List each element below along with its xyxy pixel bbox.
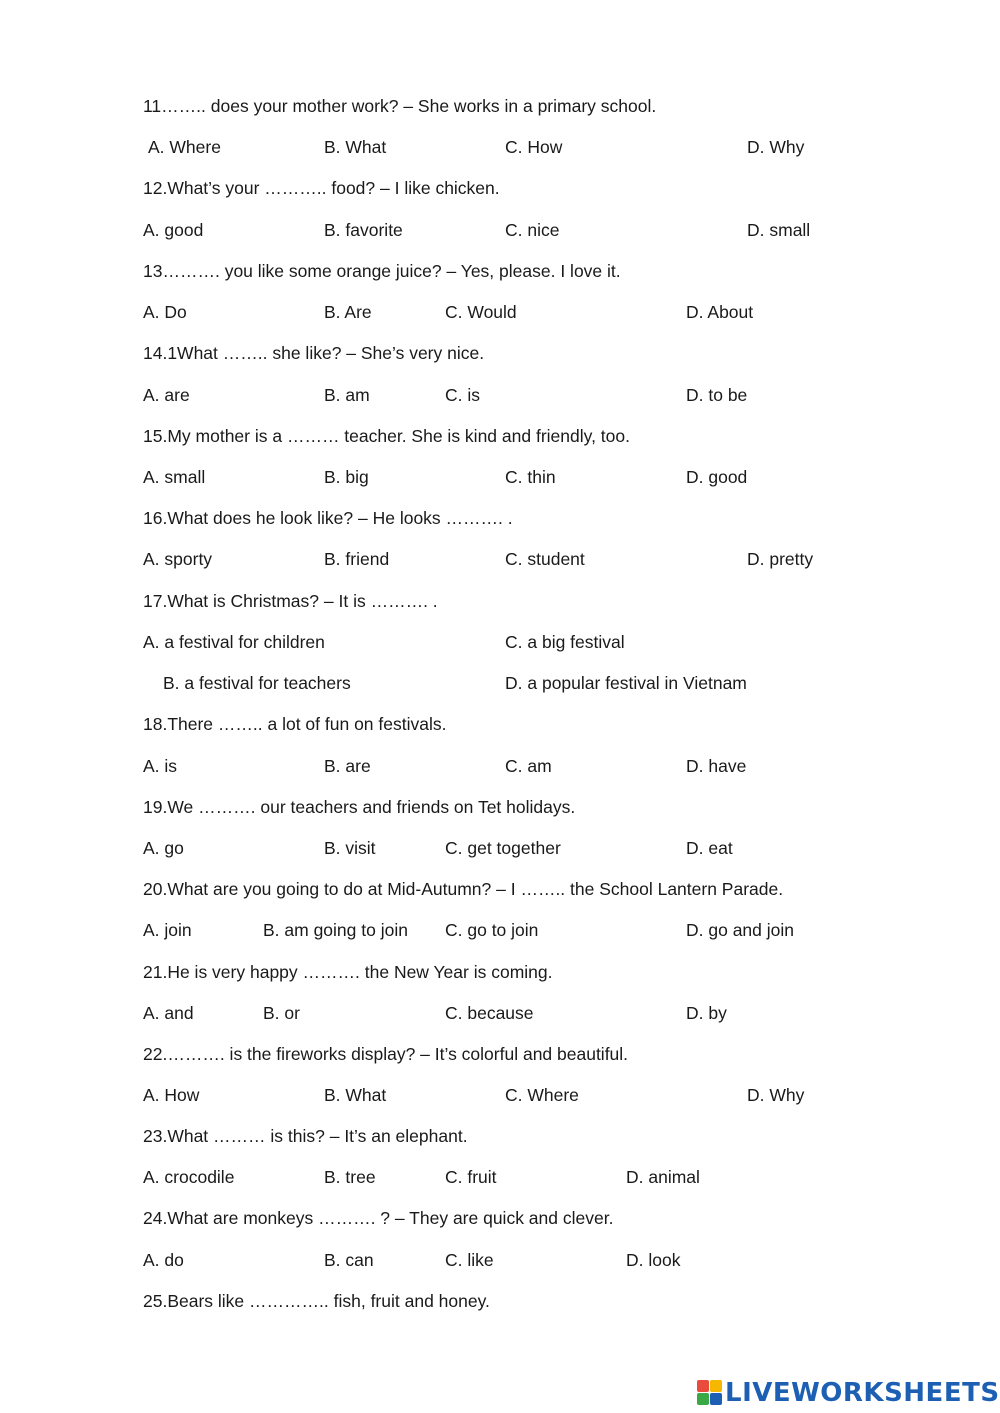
option-21-a: A. and [143, 1003, 194, 1023]
option-16-b: B. friend [324, 549, 390, 569]
option-15-b: B. big [324, 467, 369, 487]
liveworksheets-logo-icon [697, 1380, 723, 1406]
option-24-b: B. can [324, 1250, 374, 1270]
question-23: 23.What ……… is this? – It’s an elephant. [143, 1126, 468, 1146]
question-20: 20.What are you going to do at Mid-Autumn? – I …….. the School Lantern Parade. [143, 879, 784, 899]
question-17: 17.What is Christmas? – It is ………. . [143, 591, 438, 611]
option-22-c: C. Where [505, 1085, 579, 1105]
liveworksheets-logo-text: LIVEWORKSHEETS [725, 1378, 1000, 1408]
option-24-d: D. look [626, 1250, 681, 1270]
question-12: 12.What’s your ……….. food? – I like chicken. [143, 178, 500, 198]
option-15-c: C. thin [505, 467, 556, 487]
option-13-d: D. About [686, 302, 754, 322]
option-22-a: A. How [143, 1085, 200, 1105]
option-18-d: D. have [686, 756, 747, 776]
question-19: 19.We ………. our teachers and friends on Tet holidays. [143, 797, 576, 817]
question-15: 15.My mother is a ……… teacher. She is kind and friendly, too. [143, 426, 630, 446]
option-16-c: C. student [505, 549, 585, 569]
option-19-d: D. eat [686, 838, 733, 858]
option-13-a: A. Do [143, 302, 187, 322]
option-15-a: A. small [143, 467, 206, 487]
option-23-b: B. tree [324, 1167, 376, 1187]
question-21: 21.He is very happy ………. the New Year is coming. [143, 962, 553, 982]
option-17-d: D. a popular festival in Vietnam [505, 673, 747, 693]
option-12-d: D. small [747, 220, 811, 240]
option-14-b: B. am [324, 385, 370, 405]
option-24-a: A. do [143, 1250, 184, 1270]
option-11-b: B. What [324, 137, 387, 157]
question-11: 11…….. does your mother work? – She works in a primary school. [143, 96, 657, 116]
option-17-a: A. a festival for children [143, 632, 325, 652]
question-18: 18.There …….. a lot of fun on festivals. [143, 714, 447, 734]
question-25: 25.Bears like ………….. fish, fruit and honey. [143, 1291, 490, 1311]
option-19-a: A. go [143, 838, 184, 858]
option-17-c: C. a big festival [505, 632, 625, 652]
option-16-d: D. pretty [747, 549, 814, 569]
option-17-b: B. a festival for teachers [163, 673, 351, 693]
option-12-a: A. good [143, 220, 204, 240]
option-11-d: D. Why [747, 137, 805, 157]
option-14-d: D. to be [686, 385, 748, 405]
option-13-c: C. Would [445, 302, 517, 322]
question-22: 22.………. is the fireworks display? – It’s colorful and beautiful. [143, 1044, 629, 1064]
option-21-c: C. because [445, 1003, 534, 1023]
option-20-b: B. am going to join [263, 920, 408, 940]
option-21-b: B. or [263, 1003, 300, 1023]
option-11-a: A. Where [148, 137, 221, 157]
option-23-d: D. animal [626, 1167, 700, 1187]
option-15-d: D. good [686, 467, 748, 487]
option-13-b: B. Are [324, 302, 372, 322]
option-14-c: C. is [445, 385, 480, 405]
option-23-c: C. fruit [445, 1167, 497, 1187]
option-14-a: A. are [143, 385, 190, 405]
option-19-b: B. visit [324, 838, 376, 858]
question-13: 13………. you like some orange juice? – Yes, please. I love it. [143, 261, 621, 281]
option-19-c: C. get together [445, 838, 561, 858]
option-24-c: C. like [445, 1250, 494, 1270]
option-12-c: C. nice [505, 220, 560, 240]
question-16: 16.What does he look like? – He looks ………. . [143, 508, 513, 528]
option-23-a: A. crocodile [143, 1167, 235, 1187]
option-18-b: B. are [324, 756, 371, 776]
liveworksheets-logo [697, 1378, 1000, 1408]
option-20-c: C. go to join [445, 920, 539, 940]
option-21-d: D. by [686, 1003, 727, 1023]
option-16-a: A. sporty [143, 549, 213, 569]
option-20-d: D. go and join [686, 920, 794, 940]
option-22-d: D. Why [747, 1085, 805, 1105]
option-20-a: A. join [143, 920, 192, 940]
option-18-c: C. am [505, 756, 552, 776]
option-12-b: B. favorite [324, 220, 403, 240]
question-14: 14.1What …….. she like? – She’s very nice. [143, 343, 485, 363]
option-22-b: B. What [324, 1085, 387, 1105]
option-11-c: C. How [505, 137, 563, 157]
question-24: 24.What are monkeys ………. ? – They are quick and clever. [143, 1208, 614, 1228]
option-18-a: A. is [143, 756, 178, 776]
